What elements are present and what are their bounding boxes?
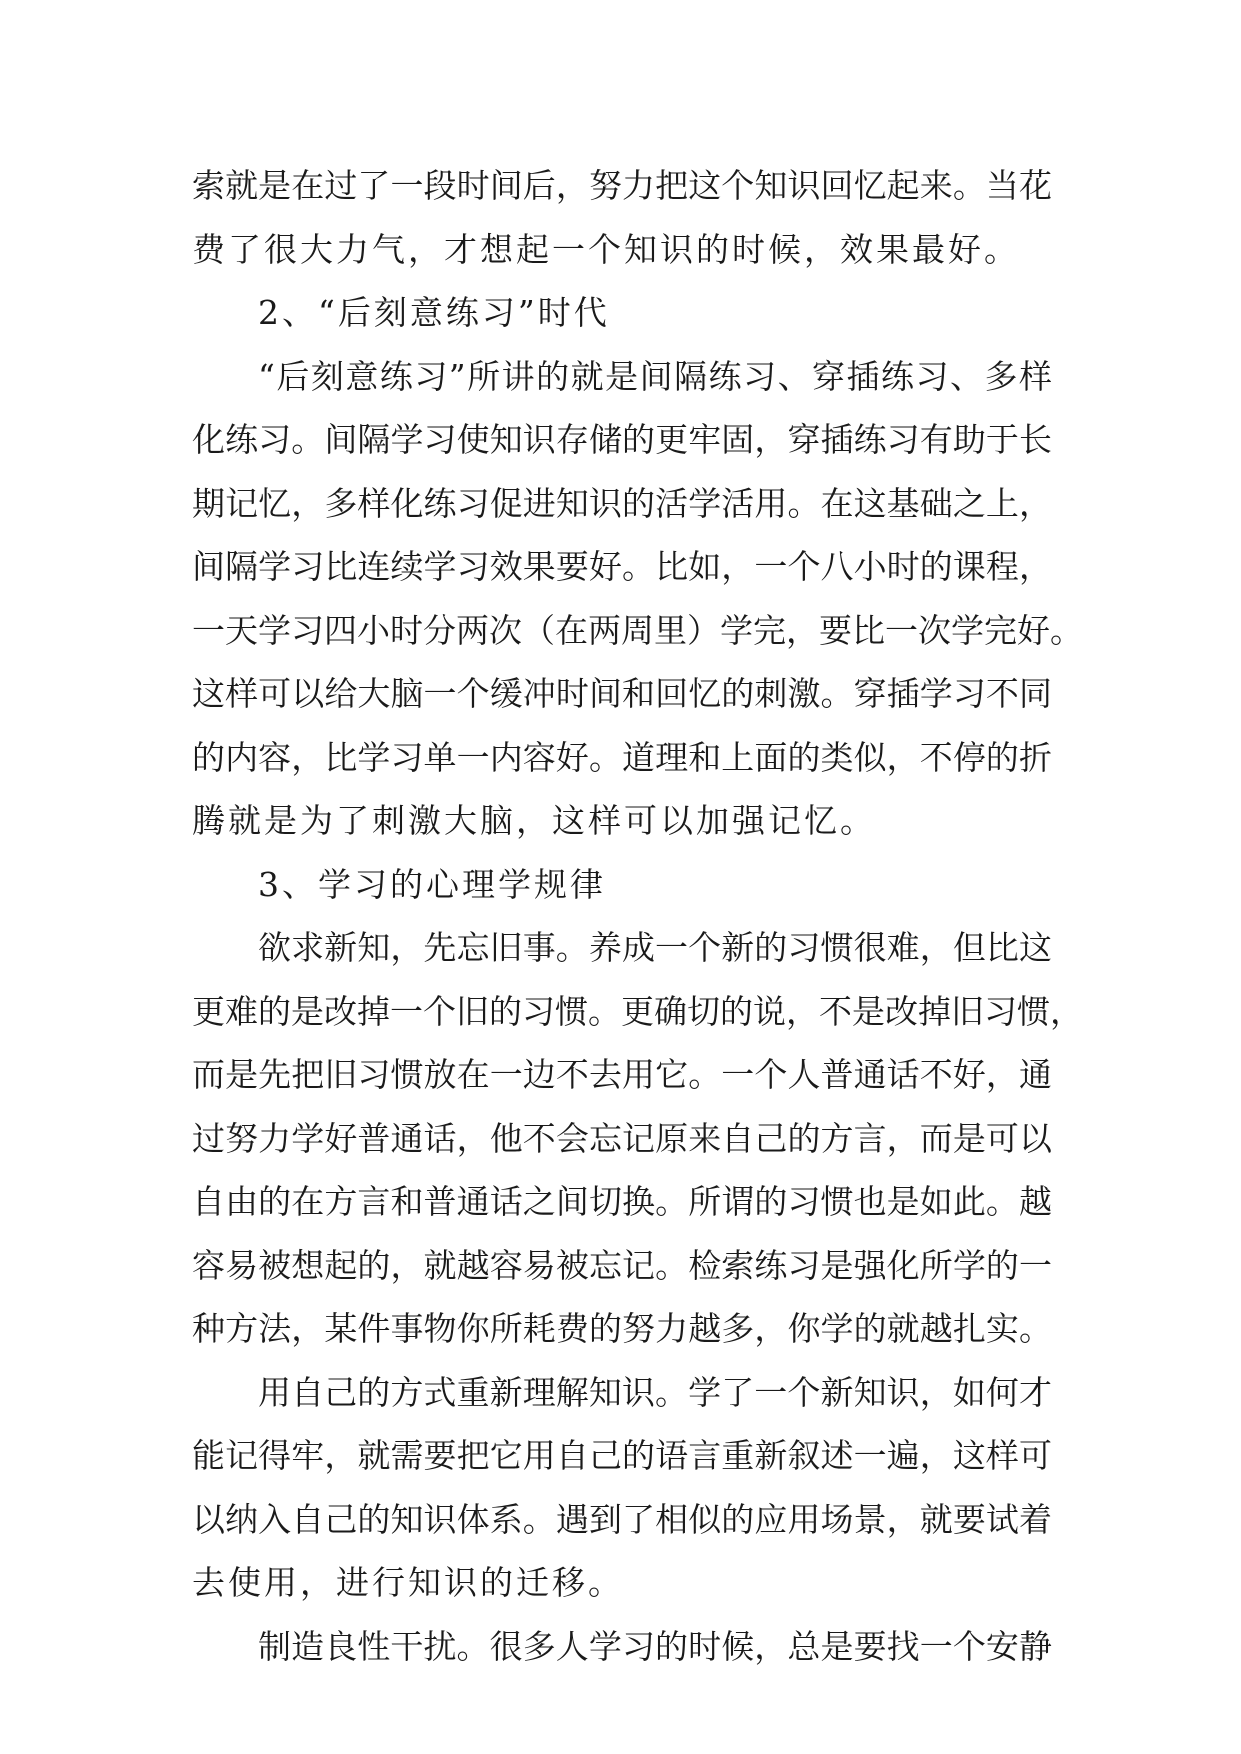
text-line: 期记忆，多样化练习促进知识的活学活用。在这基础之上， <box>192 483 1052 523</box>
text-line: 能记得牢，就需要把它用自己的语言重新叙述一遍，这样可 <box>192 1436 1052 1475</box>
text-line: 种方法，某件事物你所耗费的努力越多，你学的就越扎实。 <box>192 1309 1052 1348</box>
text-line: 自由的在方言和普通话之间切换。所谓的习惯也是如此。越 <box>192 1182 1052 1221</box>
text-line: 用自己的方式重新理解知识。学了一个新知识，如何才 <box>258 1372 1052 1412</box>
text-line: 更难的是改掉一个旧的习惯。更确切的说，不是改掉旧习惯， <box>192 991 1083 1031</box>
text-line: 费了很大力气，才想起一个知识的时候，效果最好。 <box>192 229 1020 269</box>
document-page <box>192 154 1083 1678</box>
text-line: 制造良性干扰。很多人学习的时候，总是要找一个安静 <box>258 1626 1052 1666</box>
text-line: 而是先把旧习惯放在一边不去用它。一个人普通话不好，通 <box>192 1055 1052 1094</box>
text-line: 间隔学习比连续学习效果要好。比如，一个八小时的课程， <box>192 547 1052 586</box>
text-line: 一天学习四小时分两次（在两周里）学完，要比一次学完好。 <box>192 610 1083 650</box>
text-line: 欲求新知，先忘旧事。养成一个新的习惯很难，但比这 <box>258 928 1052 967</box>
text-line: 过努力学好普通话，他不会忘记原来自己的方言，而是可以 <box>192 1118 1052 1158</box>
text-line: 索就是在过了一段时间后，努力把这个知识回忆起来。当花 <box>192 166 1052 205</box>
text-line: “后刻意练习”所讲的就是间隔练习、穿插练习、多样 <box>258 356 1052 396</box>
text-line: 3、学习的心理学规律 <box>258 864 606 904</box>
text-line: 以纳入自己的知识体系。遇到了相似的应用场景，就要试着 <box>192 1499 1052 1539</box>
text-line: 2、“后刻意练习”时代 <box>258 293 610 332</box>
text-line: 容易被想起的，就越容易被忘记。检索练习是强化所学的一 <box>192 1245 1052 1285</box>
text-line: 去使用，进行知识的迁移。 <box>192 1563 624 1602</box>
text-line: 这样可以给大脑一个缓冲时间和回忆的刺激。穿插学习不同 <box>192 674 1052 713</box>
text-line: 的内容，比学习单一内容好。道理和上面的类似，不停的折 <box>192 737 1052 777</box>
text-line: 腾就是为了刺激大脑，这样可以加强记忆。 <box>192 801 876 840</box>
text-line: 化练习。间隔学习使知识存储的更牢固，穿插练习有助于长 <box>192 420 1052 459</box>
